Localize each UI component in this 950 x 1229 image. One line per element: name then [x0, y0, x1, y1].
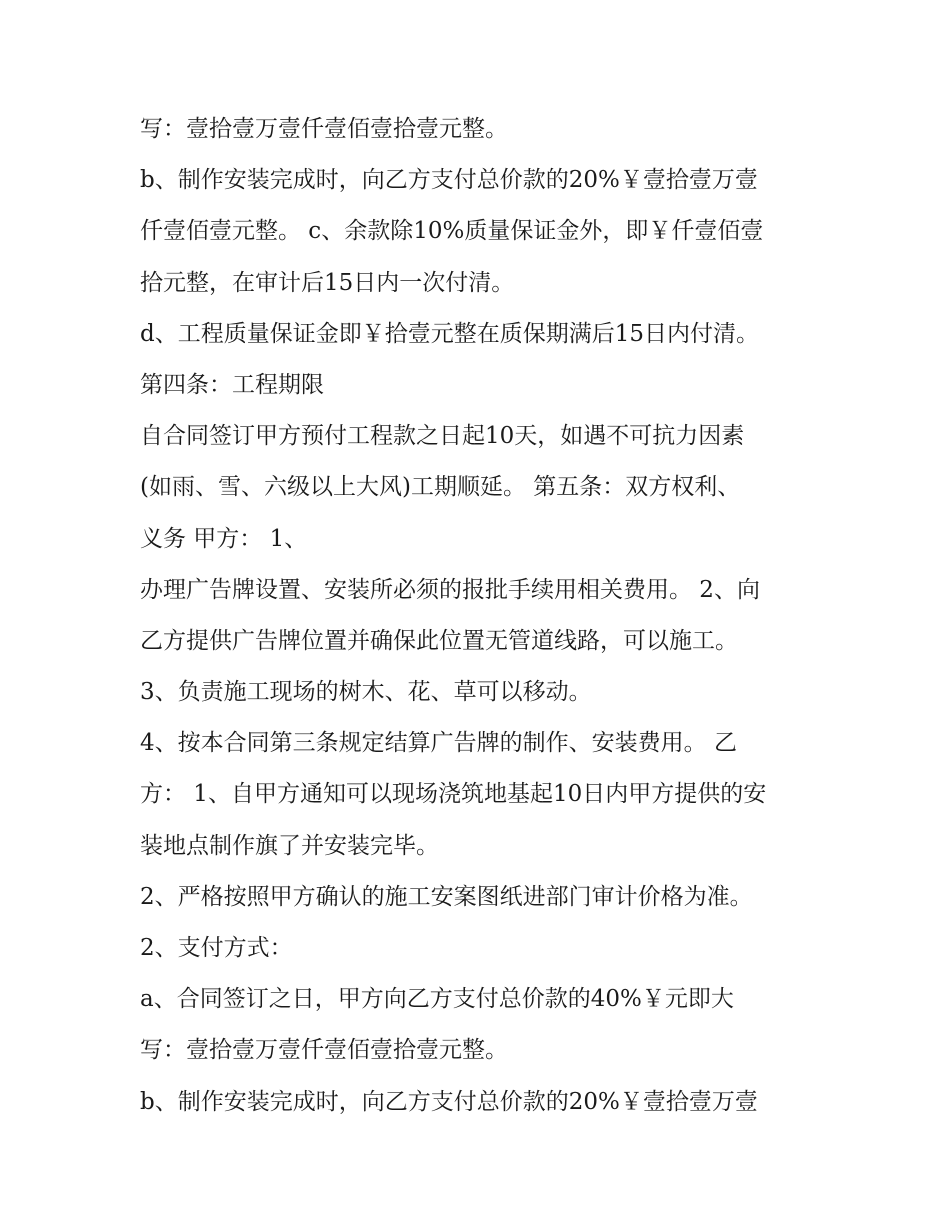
text-line: 2、严格按照甲方确认的施工安案图纸进部门审计价格为准。 — [140, 883, 753, 910]
text-line: 乙方提供广告牌位置并确保此位置无管道线路，可以施工。 — [140, 627, 738, 654]
text-line: d、工程质量保证金即￥拾壹元整在质保期满后15日内付清。 — [140, 320, 759, 347]
text-line: 自合同签订甲方预付工程款之日起10天，如遇不可抗力因素 — [140, 423, 745, 450]
text-line: 仟壹佰壹元整。 c、余款除10%质量保证金外，即￥仟壹佰壹 — [140, 218, 764, 245]
text-line: 方： 1、自甲方通知可以现场浇筑地基起10日内甲方提供的安 — [140, 781, 767, 808]
text-line: 3、负责施工现场的树木、花、草可以移动。 — [140, 679, 592, 706]
text-line: b、制作安装完成时，向乙方支付总价款的20%￥壹拾壹万壹 — [140, 1088, 758, 1115]
text-line: 装地点制作旗了并安装完毕。 — [140, 832, 439, 859]
text-line: 写：壹拾壹万壹仟壹佰壹拾壹元整。 — [140, 1037, 508, 1064]
text-line: 4、按本合同第三条规定结算广告牌的制作、安装费用。 乙 — [140, 730, 737, 757]
text-line: a、合同签订之日，甲方向乙方支付总价款的40%￥元即大 — [140, 986, 734, 1013]
section-heading: 第四条：工程期限 — [140, 371, 324, 398]
text-line: b、制作安装完成时，向乙方支付总价款的20%￥壹拾壹万壹 — [140, 167, 758, 194]
text-line: 办理广告牌设置、安装所必须的报批手续用相关费用。 2、向 — [140, 576, 760, 603]
text-line: 拾元整，在审计后15日内一次付清。 — [140, 269, 515, 296]
text-line: 义务 甲方： 1、 — [140, 525, 308, 552]
text-line: (如雨、雪、六级以上大风)工期顺延。 第五条：双方权利、 — [140, 474, 741, 501]
text-line: 写：壹拾壹万壹仟壹佰壹拾壹元整。 — [140, 116, 508, 142]
document-body — [140, 104, 830, 1128]
text-line: 2、支付方式： — [140, 935, 293, 961]
